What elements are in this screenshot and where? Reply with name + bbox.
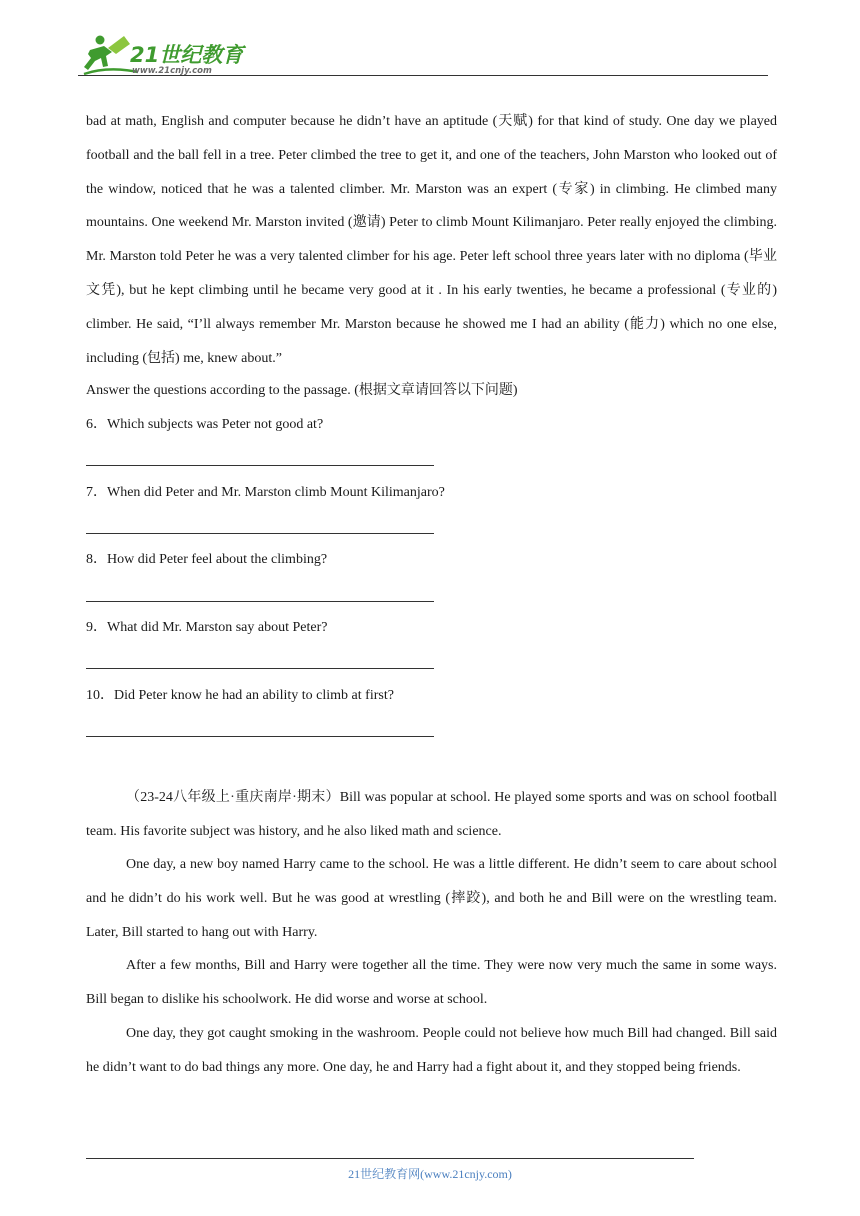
page-header <box>78 30 768 78</box>
passage-1-text: bad at math, English and computer because he didn’t have an aptitude (天赋) for that kind of study. One day we played football and the ball fell in a tree. Peter climbed the tree to get it, and one of the teachers, John Marston who looked out of the window, noticed that he was a talented climber. Mr. Marston was an expert (专家) in climbing. He climbed many mountains. One weekend Mr. Marston invited (邀请) Peter to climb Mount Kilimanjaro. Peter really enjoyed the climbing. Mr. Marston told Peter he was a very talented climber for his age. Peter left school three years later with no diploma (毕业文凭), but he kept climbing until he became very good at it . In his early twenties, he became a professional (专业的) climber. He said, “I’ll always remember Mr. Marston because he showed me I had an ability (能力) which no one else, including (包括) me, knew about.” <box>86 114 777 366</box>
footer-divider <box>86 1158 694 1159</box>
passage-2-paragraph: One day, they got caught smoking in the washroom. People could not believe how much Bill had changed. Bill said he didn’t want to do bad things any more. One day, he and Harry had a fight about it, and they stopped being friends. <box>86 1026 777 1075</box>
question-9: 9．What did Mr. Marston say about Peter? <box>86 620 328 635</box>
footer-link[interactable]: 21世纪教育网(www.21cnjy.com) <box>348 1167 512 1181</box>
passage-2-paragraph: One day, a new boy named Harry came to the school. He was a little different. He didn’t seem to care about school and he didn’t do his work well. But he was good at wrestling (摔跤), and both he and Bill were on the wrestling team. Later, Bill started to hang out with Harry. <box>86 857 777 940</box>
instruction-text: Answer the questions according to the passage. (根据文章请回答以下问题) <box>86 383 518 398</box>
header-divider <box>78 75 768 76</box>
passage-2-paragraph: After a few months, Bill and Harry were together all the time. They were now very much the same in some ways. Bill began to dislike his schoolwork. He did worse and worse at school. <box>86 958 777 1007</box>
answer-line-6[interactable] <box>86 465 434 466</box>
answer-line-9[interactable] <box>86 668 434 669</box>
logo-url: www.21cnjy.com <box>132 66 212 76</box>
site-logo <box>78 30 258 78</box>
question-10: 10．Did Peter know he had an ability to climb at first? <box>86 688 394 703</box>
question-6: 6．Which subjects was Peter not good at? <box>86 417 324 432</box>
answer-line-10[interactable] <box>86 736 434 737</box>
passage-2-paragraph: （23-24八年级上·重庆南岸·期末）Bill was popular at school. He played some sports and was on school football team. His favorite subject was history, and he also liked math and science. <box>86 790 777 839</box>
question-8: 8．How did Peter feel about the climbing? <box>86 552 328 567</box>
answer-line-7[interactable] <box>86 533 434 534</box>
logo-text: 21世纪教育 <box>130 43 244 67</box>
question-7: 7．When did Peter and Mr. Marston climb Mount Kilimanjaro? <box>86 485 445 500</box>
answer-line-8[interactable] <box>86 601 434 602</box>
